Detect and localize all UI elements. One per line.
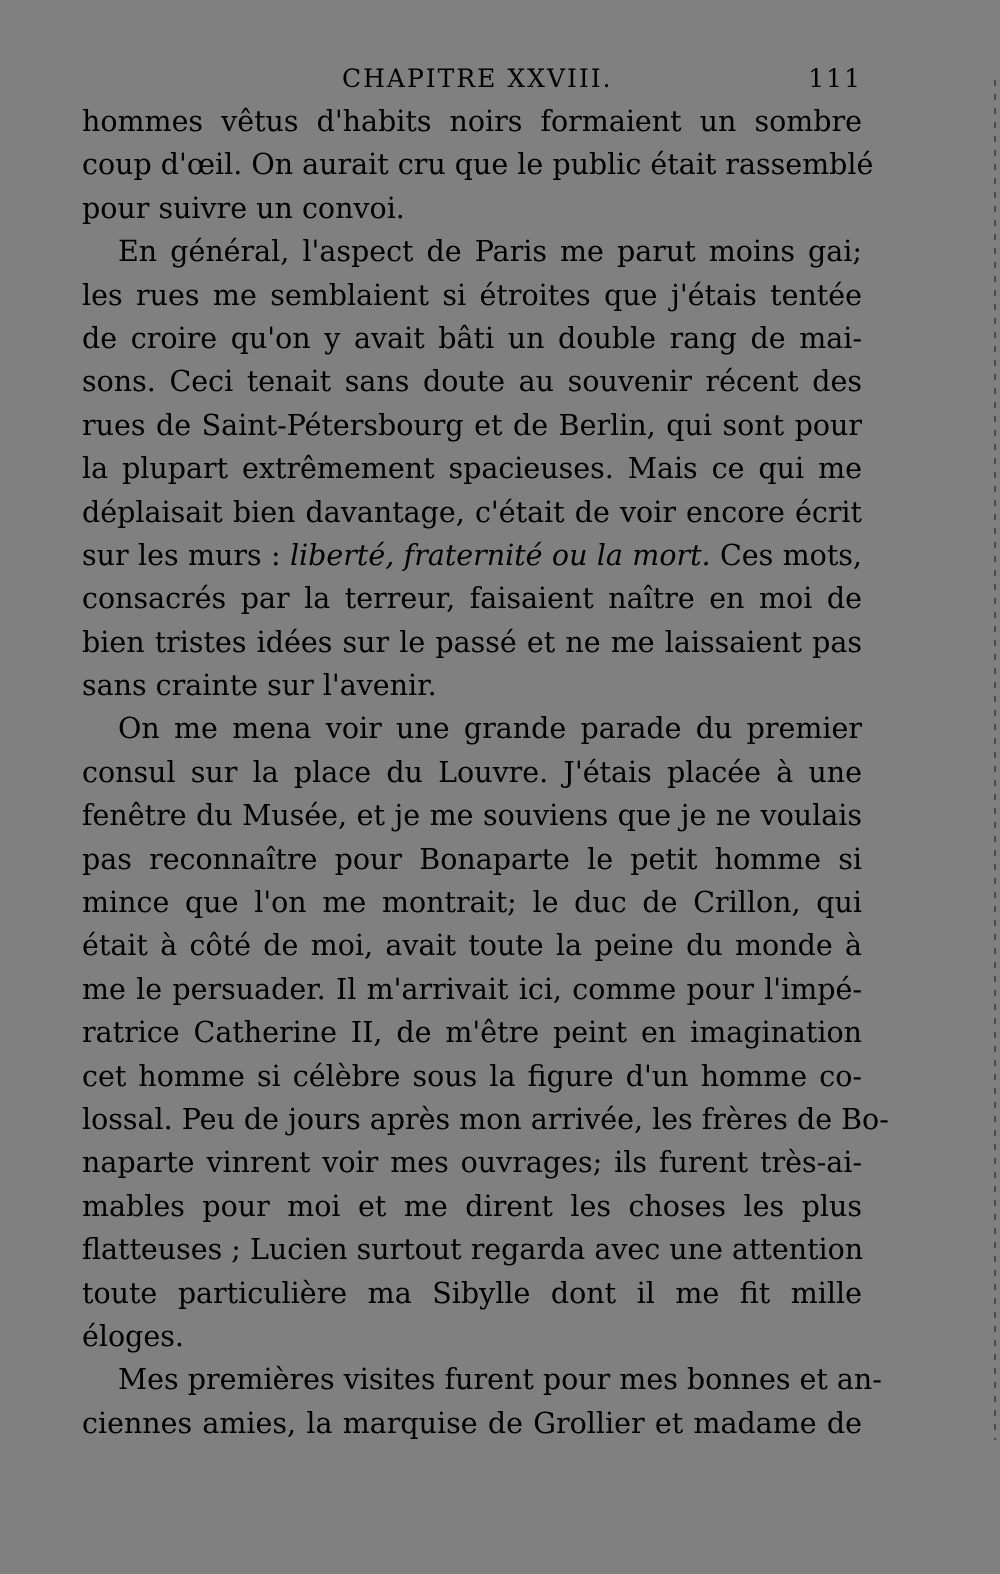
text-line: consul sur la place du Louvre. J'étais placée à une [82,755,862,789]
italic-motto: liberté, fraternité ou la mort. [289,538,711,572]
chapter-heading: CHAPITRE XXVIII. [342,64,613,93]
paragraph-2 [82,230,862,707]
text-line: les rues me semblaient si étroites que j'étais tentée [82,278,862,312]
page-number: 111 [808,64,862,93]
text-line: ciennes amies, la marquise de Grollier et madame de [82,1406,862,1440]
text-line: Mes premières visites furent pour mes bonnes et an- [118,1363,882,1397]
text-line: me le persuader. Il m'arrivait ici, comme pour l'impé- [82,972,862,1006]
text-line: coup d'œil. On aurait cru que le public était rassemblé [82,148,874,182]
text-line-with-italic [82,534,862,577]
paragraph-4 [82,1358,882,1445]
text-line: pour suivre un convoi. [82,191,405,225]
text-line: lossal. Peu de jours après mon arrivée, les frères de Bo- [82,1102,889,1136]
text-line: pas reconnaître pour Bonaparte le petit homme si [82,842,862,876]
text-line: sons. Ceci tenait sans doute au souvenir récent des [82,365,862,399]
text-line: rues de Saint-Pétersbourg et de Berlin, qui sont pour [82,408,862,442]
line-text-post: Ces mots, [710,538,862,572]
text-line: toute particulière ma Sibylle dont il me fit mille [82,1276,862,1310]
text-line: éloges. [82,1319,184,1353]
text-line: hommes vêtus d'habits noirs formaient un sombre [82,105,862,138]
text-line: En général, l'aspect de Paris me parut moins gai; [118,235,862,269]
text-line: On me mena voir une grande parade du premier [118,712,862,746]
line-text-pre: sur les murs : [82,538,290,572]
text-line: bien tristes idées sur le passé et ne me laissaient pas [82,625,862,659]
text-line: mince que l'on me montrait; le duc de Crillon, qui [82,886,862,920]
paragraph-3 [82,707,889,1358]
text-line: était à côté de moi, avait toute la peine du monde à [82,929,862,963]
text-line: déplaisait bien davantage, c'était de voir encore écrit [82,495,862,529]
scan-edge-mark [994,80,996,1440]
text-line: fenêtre du Musée, et je me souviens que je ne voulais [82,799,862,833]
text-line: cet homme si célèbre sous la figure d'un homme co- [82,1059,862,1093]
text-line: consacrés par la terreur, faisaient naître en moi de [82,582,862,616]
text-line: la plupart extrêmement spacieuses. Mais ce qui me [82,452,862,486]
text-line: mables pour moi et me dirent les choses les plus [82,1189,862,1223]
text-line: de croire qu'on y avait bâti un double rang de mai- [82,321,862,355]
text-line: ratrice Catherine II, de m'être peint en imagination [82,1016,862,1050]
text-line: sans crainte sur l'avenir. [82,669,437,703]
text-line: naparte vinrent voir mes ouvrages; ils furent très-ai- [82,1146,862,1180]
book-page [82,58,889,1445]
paragraph-1 [82,100,874,230]
running-head [82,58,862,100]
text-line: flatteuses ; Lucien surtout regarda avec une attention [82,1233,864,1267]
